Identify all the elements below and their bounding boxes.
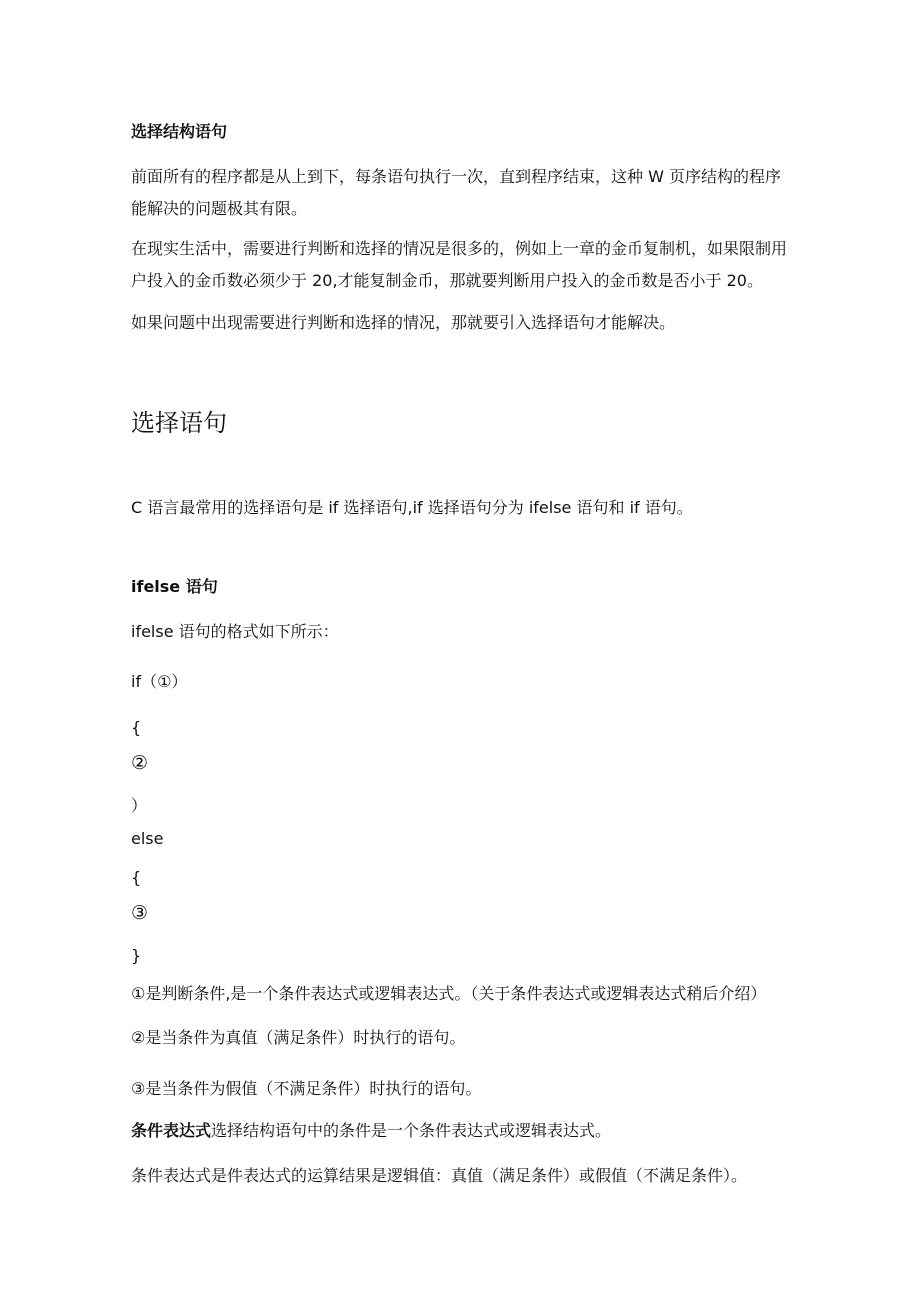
code-line-statement-2: ② <box>131 752 149 774</box>
paragraph-introduce-selection: 如果问题中出现需要进行判断和选择的情况，那就要引入选择语句才能解决。 <box>131 313 676 332</box>
code-line-statement-3: ③ <box>131 902 149 924</box>
paragraph-c-if: C 语言最常用的选择语句是 if 选择语句,if 选择语句分为 ifelse 语句和 if 语句。 <box>131 498 693 517</box>
code-line-open-brace-2: { <box>131 868 142 887</box>
format-intro: ifelse 语句的格式如下所示： <box>131 622 339 641</box>
code-line-else: else <box>131 829 164 848</box>
note-condition-1: ①是判断条件,是一个条件表达式或逻辑表达式。（关于条件表达式或逻辑表达式稍后介绍） <box>131 984 767 1003</box>
heading-selection-statement: 选择语句 <box>131 409 227 437</box>
note-true-branch-2: ②是当条件为真值（满足条件）时执行的语句。 <box>131 1028 466 1047</box>
code-line-open-brace-1: { <box>131 718 142 737</box>
code-line-close-brace-2: } <box>131 946 142 965</box>
paragraph-logic-value: 条件表达式是件表达式的运算结果是逻辑值：真值（满足条件）或假值（不满足条件）。 <box>131 1166 748 1185</box>
paragraph-sequential: 前面所有的程序都是从上到下，每条语句执行一次，直到程序结束，这种 W 页序结构的程序能解决的问题极其有限。 <box>131 167 781 218</box>
conditional-expression-term: 条件表达式 <box>131 1121 212 1140</box>
note-false-branch-3: ③是当条件为假值（不满足条件）时执行的语句。 <box>131 1079 482 1098</box>
paragraph-real-life: 在现实生活中，需要进行判断和选择的情况是很多的，例如上一章的金币复制机，如果限制用户投入的金币数必须少于 20,才能复制金币，那就要判断用户投入的金币数是否小于 20。 <box>131 239 788 290</box>
paragraph-conditional-expression <box>131 1115 791 1147</box>
section-title: 选择结构语句 <box>131 122 228 141</box>
code-line-if: if（①） <box>131 672 188 691</box>
ifelse-heading: ifelse 语句 <box>131 577 218 596</box>
conditional-expression-text: 选择结构语句中的条件是一个条件表达式或逻辑表达式。 <box>211 1121 612 1140</box>
code-line-close-1: ） <box>131 796 148 815</box>
